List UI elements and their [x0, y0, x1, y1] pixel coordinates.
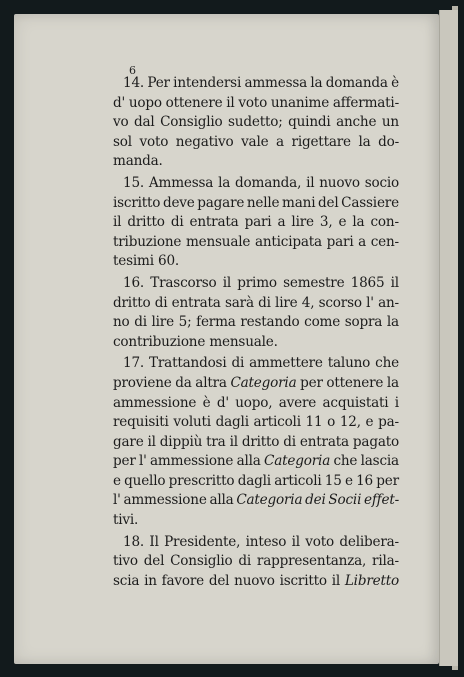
- text-line: manda.: [113, 153, 163, 170]
- text-line: contribuzione mensuale.: [113, 333, 278, 350]
- text-line: tivo del Consiglio di rappresentanza, rila-: [113, 553, 399, 570]
- paragraph-14: [113, 74, 399, 172]
- text-line: d' uopo ottenere il voto unanime affermati-: [113, 94, 399, 111]
- text-line: iscritto deve pagare nelle mani del Cassiere: [113, 194, 399, 211]
- text-line: no di lire 5; ferma restando come sopra la: [113, 314, 399, 331]
- text-line: il dritto di entrata pari a lire 3, e la con-: [113, 214, 399, 231]
- paragraph-16: [113, 274, 399, 352]
- text-line: 18. Il Presidente, inteso il voto delibera-: [123, 533, 399, 550]
- text-line: l' ammessione alla Categoria dei Socii effet-: [113, 492, 399, 509]
- text-line: proviene da altra Categoria per ottenere la: [113, 374, 399, 391]
- text-line: tesimi 60.: [113, 253, 180, 270]
- text-line: dritto di entrata sarà di lire 4, scorso l' an-: [113, 294, 399, 311]
- text-line: vo dal Consiglio sudetto; quindi anche un: [113, 114, 399, 131]
- paragraph-17: [113, 354, 399, 530]
- page-body: [113, 74, 399, 591]
- text-line: requisiti voluti dagli articoli 11 o 12, e pa-: [113, 414, 399, 431]
- text-line: 14. Per intendersi ammessa la domanda è: [123, 75, 399, 91]
- paragraph-15: [113, 174, 399, 272]
- text-line: scia in favore del nuovo iscritto il Libretto: [113, 572, 399, 589]
- text-line: 15. Ammessa la domanda, il nuovo socio: [123, 174, 399, 191]
- text-line: per l' ammessione alla Categoria che lascia: [113, 453, 399, 470]
- text-line: gare il dippiù tra il dritto di entrata pagato: [113, 433, 399, 450]
- paragraph-18: [113, 533, 399, 592]
- text-line: 17. Trattandosi di ammettere taluno che: [123, 355, 399, 372]
- text-line: 16. Trascorso il primo semestre 1865 il: [123, 274, 399, 291]
- text-line: sol voto negativo vale a rigettare la do-: [113, 133, 399, 150]
- page-number: 6: [129, 64, 136, 77]
- text-line: tribuzione mensuale anticipata pari a cen-: [113, 233, 399, 250]
- text-line: tivi.: [113, 512, 139, 529]
- text-line: e quello prescritto dagli articoli 15 e 16 per: [113, 472, 399, 489]
- text-line: ammessione è d' uopo, avere acquistati i: [113, 394, 399, 411]
- page-edge: [439, 10, 458, 666]
